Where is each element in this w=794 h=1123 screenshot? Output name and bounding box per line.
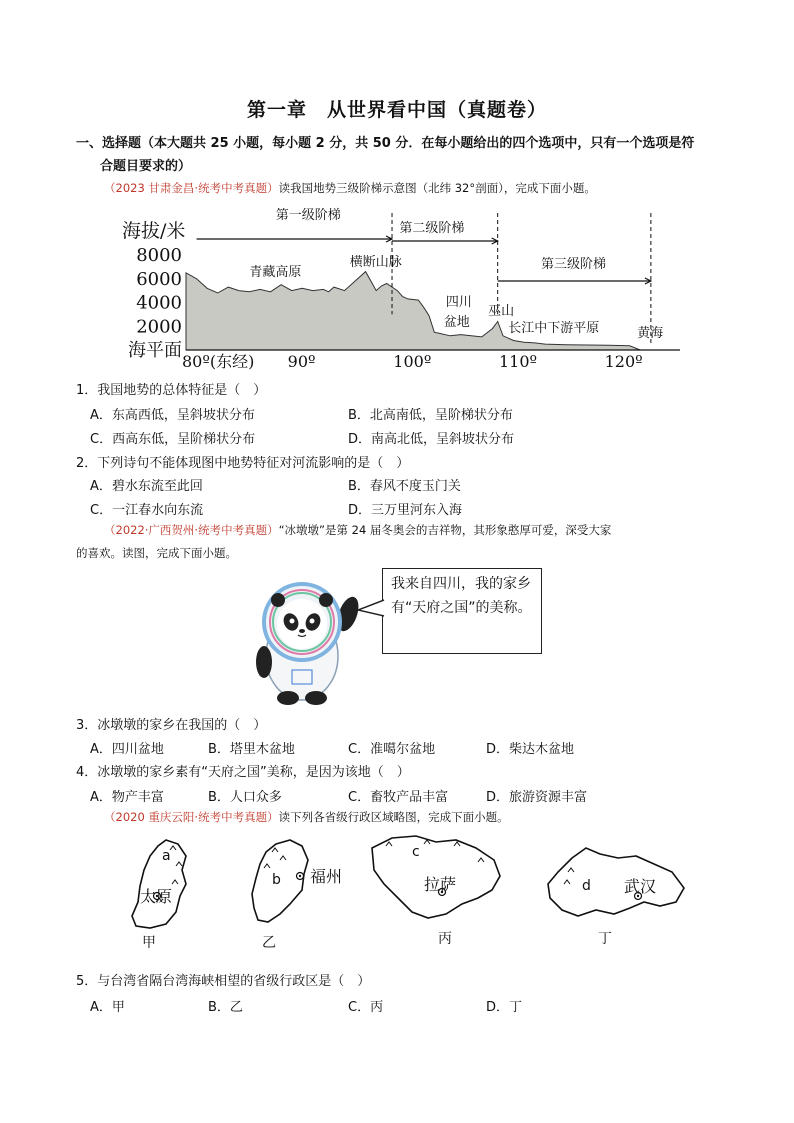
map-jia-label-city: 太原 bbox=[140, 887, 173, 906]
x-tick-label: 80º(东经) bbox=[182, 352, 255, 371]
x-tick-label: 110º bbox=[498, 352, 538, 371]
map-yi bbox=[246, 838, 356, 930]
region-label-sichuan: 四川 bbox=[445, 295, 472, 310]
question-5-option-b[interactable]: B．乙 bbox=[208, 1000, 243, 1015]
region-label-pendi: 盆地 bbox=[443, 315, 470, 330]
question-4-option-a[interactable]: A．物产丰富 bbox=[90, 790, 164, 805]
step2-label: 第二级阶梯 bbox=[399, 221, 465, 236]
group3-text: 读下列各省级行政区域略图，完成下面小题。 bbox=[278, 810, 509, 824]
group3-source: （2020 重庆云阳·统考中考真题） bbox=[104, 810, 279, 824]
map-yi-caption: 乙 bbox=[262, 935, 276, 951]
group2-source: （2022·广西贺州·统考中考真题） bbox=[104, 523, 279, 537]
terrain-area bbox=[186, 272, 651, 350]
region-label-wushan: 巫山 bbox=[488, 304, 515, 319]
map-ding bbox=[544, 844, 690, 924]
map-yi-label-city: 福州 bbox=[310, 867, 343, 886]
terrain-profile-svg bbox=[120, 205, 680, 375]
step1-label: 第一级阶梯 bbox=[275, 208, 341, 223]
y-axis-label: 海拔/米 bbox=[122, 220, 186, 242]
question-1-option-c[interactable]: C．西高东低，呈阶梯状分布 bbox=[90, 432, 256, 447]
x-tick-label: 90º bbox=[287, 352, 316, 371]
question-3-option-b[interactable]: B．塔里木盆地 bbox=[208, 742, 295, 757]
speech-bubble-text: 我来自四川，我的家乡有“天府之国”的美称。 bbox=[391, 576, 532, 616]
question-3-option-d[interactable]: D．柴达木盆地 bbox=[486, 742, 575, 757]
bing-dwen-dwen-image bbox=[238, 570, 378, 710]
speech-bubble bbox=[382, 568, 542, 654]
question-2-stem: 2．下列诗句不能体现图中地势特征对河流影响的是（ ） bbox=[76, 456, 410, 471]
question-4-option-c[interactable]: C．畜牧产品丰富 bbox=[348, 790, 449, 805]
y-tick-label: 4000 bbox=[136, 292, 182, 314]
region-label-qingzang: 青藏高原 bbox=[249, 265, 302, 280]
map-jia-label-a: a bbox=[162, 848, 171, 864]
section-heading-line1: 一、选择题（本大题共 25 小题，每小题 2 分，共 50 分．在每小题给出的四个选项中，只有一个选项是符 bbox=[76, 136, 695, 151]
question-3-option-c[interactable]: C．准噶尔盆地 bbox=[348, 742, 436, 757]
region-label-huanghai: 黄海 bbox=[637, 326, 664, 341]
question-5-option-c[interactable]: C．丙 bbox=[348, 1000, 384, 1015]
region-label-hengduan: 横断山脉 bbox=[349, 255, 402, 270]
y-tick-label: 8000 bbox=[136, 245, 182, 266]
section-heading-line2: 合题目要求的） bbox=[100, 159, 192, 174]
question-1-option-d[interactable]: D．南高北低，呈斜坡状分布 bbox=[348, 432, 515, 447]
question-5-stem: 5．与台湾省隔台湾海峡相望的省级行政区是（ ） bbox=[76, 974, 371, 989]
map-bing bbox=[366, 832, 506, 924]
group3-intro bbox=[104, 809, 509, 825]
question-1-stem: 1．我国地势的总体特征是（ ） bbox=[76, 383, 267, 398]
map-yi-label-b: b bbox=[272, 872, 281, 888]
question-5-option-a[interactable]: A．甲 bbox=[90, 1000, 125, 1015]
question-2-option-d[interactable]: D．三万里河东入海 bbox=[348, 503, 463, 518]
group1-text: 读我国地势三级阶梯示意图（北纬 32°剖面），完成下面小题。 bbox=[278, 181, 596, 195]
y-tick-label: 2000 bbox=[136, 316, 182, 338]
map-ding-caption: 丁 bbox=[598, 931, 612, 947]
question-2-option-a[interactable]: A．碧水东流至此回 bbox=[90, 479, 203, 494]
group1-intro bbox=[104, 180, 596, 196]
question-1-option-a[interactable]: A．东高西低，呈斜坡状分布 bbox=[90, 408, 255, 423]
y-tick-label: 6000 bbox=[136, 268, 182, 290]
map-jia-caption: 甲 bbox=[142, 935, 156, 951]
group1-source: （2023 甘肃金昌·统考中考真题） bbox=[104, 181, 279, 195]
question-3-stem: 3．冰墩墩的家乡在我国的（ ） bbox=[76, 718, 267, 733]
terrain-profile-chart bbox=[120, 205, 680, 375]
step3-label: 第三级阶梯 bbox=[540, 257, 607, 272]
speech-bubble-tail bbox=[356, 598, 386, 620]
group2-text1: “冰墩墩”是第 24 届冬奥会的吉祥物，其形象憨厚可爱，深受大家 bbox=[278, 523, 612, 537]
x-tick-label: 120º bbox=[604, 352, 643, 371]
question-4-stem: 4．冰墩墩的家乡素有“天府之国”美称，是因为该地（ ） bbox=[76, 765, 410, 780]
map-ding-label-city: 武汉 bbox=[624, 877, 657, 896]
y-tick-label: 海平面 bbox=[128, 340, 182, 361]
map-jia bbox=[126, 836, 200, 931]
question-3-option-a[interactable]: A．四川盆地 bbox=[90, 742, 164, 757]
x-tick-label: 100º bbox=[393, 352, 432, 371]
question-4-option-b[interactable]: B．人口众多 bbox=[208, 790, 282, 805]
region-label-changjiang: 长江中下游平原 bbox=[508, 321, 600, 336]
group2-intro-line2: 的喜欢。读图，完成下面小题。 bbox=[76, 546, 237, 560]
map-bing-label-c: c bbox=[412, 844, 420, 860]
map-bing-label-city: 拉萨 bbox=[424, 875, 457, 894]
map-ding-label-d: d bbox=[582, 878, 591, 894]
map-bing-caption: 丙 bbox=[438, 931, 452, 947]
question-5-option-d[interactable]: D．丁 bbox=[486, 1000, 523, 1015]
question-4-option-d[interactable]: D．旅游资源丰富 bbox=[486, 790, 588, 805]
group2-intro-line1 bbox=[104, 522, 611, 538]
page-title: 第一章 从世界看中国（真题卷） bbox=[246, 99, 547, 121]
question-2-option-c[interactable]: C．一江春水向东流 bbox=[90, 503, 204, 518]
question-2-option-b[interactable]: B．春风不度玉门关 bbox=[348, 479, 461, 494]
question-1-option-b[interactable]: B．北高南低，呈阶梯状分布 bbox=[348, 408, 513, 423]
